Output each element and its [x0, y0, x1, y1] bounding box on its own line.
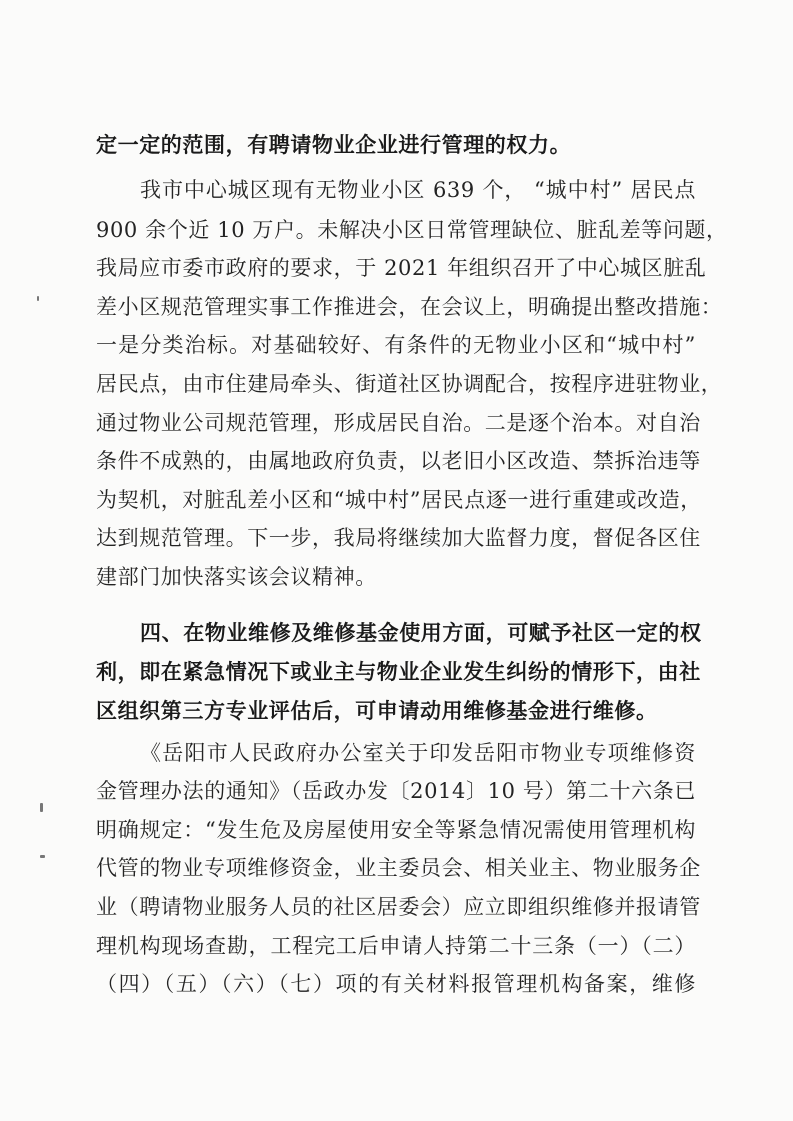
text-line: 通过物业公司规范管理，形成居民自治。二是逐个治本。对自治	[96, 411, 701, 435]
scan-speck	[40, 855, 45, 858]
section-heading-line: 区组织第三方专业评估后，可申请动用维修基金进行维修。	[96, 699, 658, 723]
scan-speck	[40, 803, 43, 812]
text-line: 我市中心城区现有无物业小区 639 个， “城中村” 居民点	[140, 178, 696, 202]
scan-speck	[37, 296, 39, 301]
text-line: 理机构现场查勘，工程完工后申请人持第二十三条（一）（二）	[96, 934, 696, 958]
text-line: 《岳阳市人民政府办公室关于印发岳阳市物业专项维修资	[140, 741, 696, 765]
text-line: 金管理办法的通知》（岳政办发〔2014〕10 号）第二十六条已	[96, 779, 696, 803]
section-heading-line: 利，即在紧急情况下或业主与物业企业发生纠纷的情形下，由社	[96, 660, 701, 684]
text-line: 代管的物业专项维修资金，业主委员会、相关业主、物业服务企	[96, 856, 701, 880]
text-line: 明确规定：“发生危及房屋使用安全等紧急情况需使用管理机构	[96, 818, 696, 842]
text-line: 为契机，对脏乱差小区和“城中村”居民点逐一进行重建或改造，	[96, 488, 702, 512]
text-line: 我局应市委市政府的要求，于 2021 年组织召开了中心城区脏乱	[96, 256, 707, 280]
text-line: 条件不成熟的，由属地政府负责，以老旧小区改造、禁拆治违等	[96, 449, 701, 473]
text-line: 900 余个近 10 万户。未解决小区日常管理缺位、脏乱差等问题，	[96, 218, 728, 242]
text-line: 建部门加快落实该会议精神。	[96, 565, 377, 589]
section-heading-line: 四、在物业维修及维修基金使用方面，可赋予社区一定的权	[140, 621, 702, 645]
text-line: （四）（五）（六）（七）项的有关材料报管理机构备案，维修	[96, 972, 696, 996]
text-line: 定一定的范围，有聘请物业企业进行管理的权力。	[96, 133, 572, 157]
text-line: 差小区规范管理实事工作推进会，在会议上，明确提出整改措施：	[96, 295, 723, 319]
text-line: 业（聘请物业服务人员的社区居委会）应立即组织维修并报请管	[96, 895, 701, 919]
text-line: 居民点，由市住建局牵头、街道社区协调配合，按程序进驻物业，	[96, 372, 723, 396]
text-line: 达到规范管理。下一步，我局将继续加大监督力度，督促各区住	[96, 526, 701, 550]
text-line: 一是分类治标。对基础较好、有条件的无物业小区和“城中村”	[96, 333, 696, 357]
